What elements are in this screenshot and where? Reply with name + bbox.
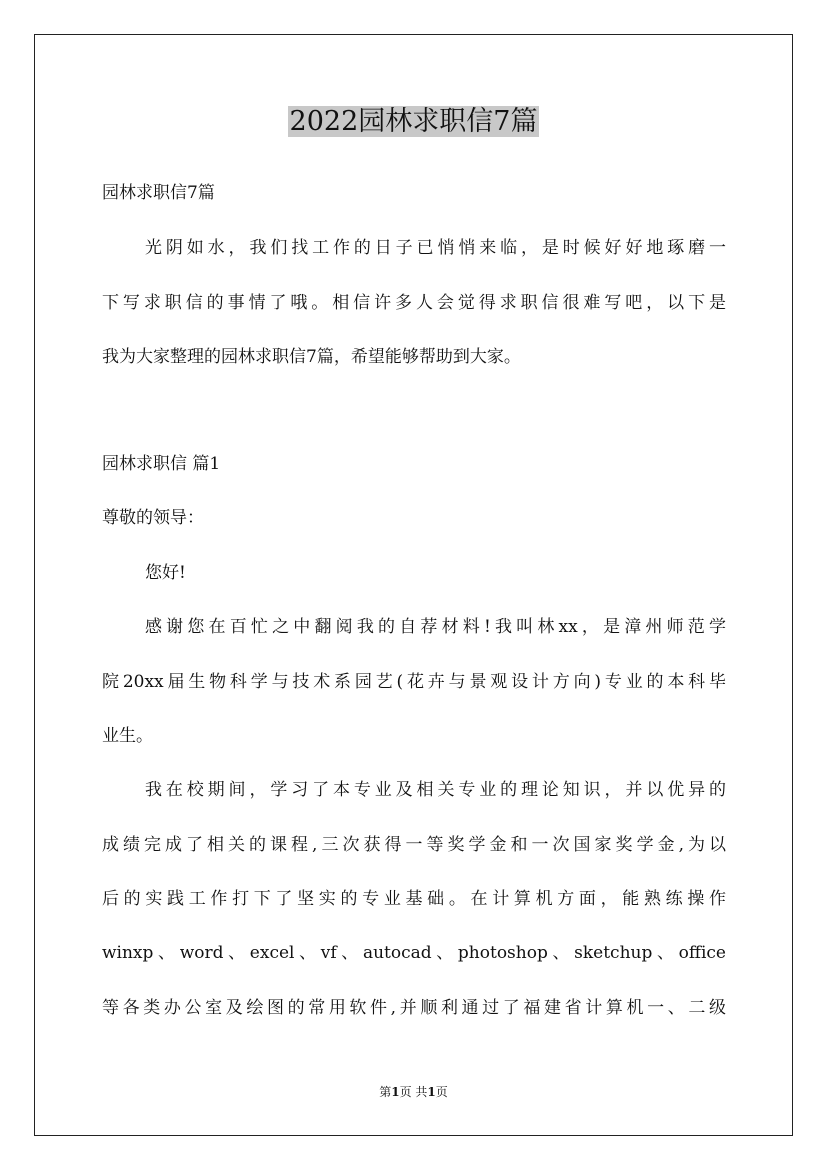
intro-line-2: 下写求职信的事情了哦。相信许多人会觉得求职信很难写吧，以下是 [102,293,726,313]
intro-line-1: 光阴如水，我们找工作的日子已悄悄来临，是时候好好地琢磨一 [145,238,726,258]
para1-line-1: 感谢您在百忙之中翻阅我的自荐材料!我叫林xx，是漳州师范学 [145,617,726,637]
para1-line-3: 业生。 [102,726,153,746]
footer-page-total: 1 [427,1085,436,1099]
section-heading: 园林求职信 篇1 [102,454,221,474]
footer-page-number: 1 [391,1085,400,1099]
para1-line-2: 院20xx届生物科学与技术系园艺(花卉与景观设计方向)专业的本科毕 [102,672,726,692]
para2-line-2: 成绩完成了相关的课程,三次获得一等奖学金和一次国家奖学金,为以 [102,835,726,855]
footer-mid: 页 共 [399,1085,428,1099]
footer-suffix: 页 [435,1085,448,1099]
para2-line-3: 后的实践工作打下了坚实的专业基础。在计算机方面，能熟练操作 [102,889,726,909]
document-subtitle: 园林求职信7篇 [102,183,215,203]
greeting: 您好! [145,563,186,583]
para2-line-5: 等各类办公室及绘图的常用软件,并顺利通过了福建省计算机一、二级 [102,998,726,1018]
document-title-text: 2022园林求职信7篇 [289,106,538,137]
document-title [0,100,827,144]
para2-line-4: winxp、word、excel、vf、autocad、photoshop、sketchup、office [102,943,726,963]
page-footer [0,1083,827,1101]
salutation: 尊敬的领导： [102,508,204,528]
intro-line-3: 我为大家整理的园林求职信7篇，希望能够帮助到大家。 [102,347,521,367]
para2-line-1: 我在校期间，学习了本专业及相关专业的理论知识，并以优异的 [145,780,726,800]
footer-prefix: 第 [379,1085,392,1099]
